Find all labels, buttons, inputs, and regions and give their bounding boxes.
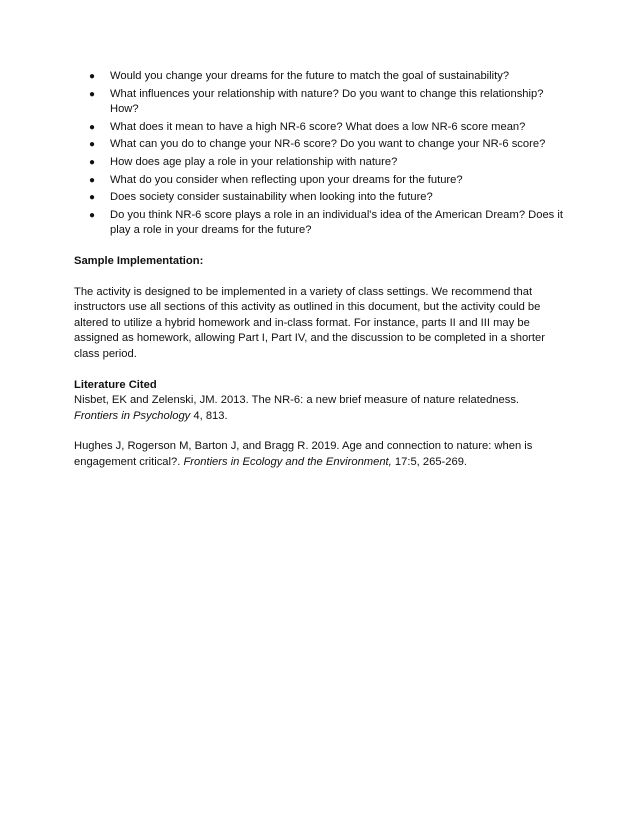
- reference-volume-pages: 17:5, 265-269.: [391, 455, 468, 468]
- reference-journal: Frontiers in Psychology: [74, 409, 191, 422]
- bullet-icon: ●: [89, 139, 96, 151]
- question-text: How does age play a role in your relationship with nature?: [110, 155, 398, 168]
- reference-journal: Frontiers in Ecology and the Environment,: [183, 455, 392, 468]
- reference-authors-title: Nisbet, EK and Zelenski, JM. 2013. The NR-6: a new brief measure of nature relatedness.: [74, 394, 520, 407]
- reference-entry: [74, 439, 564, 470]
- list-item: [74, 155, 564, 171]
- reference-entry: [74, 393, 564, 424]
- reference-volume-pages: 4, 813.: [190, 409, 228, 422]
- list-item: [74, 208, 564, 239]
- sample-implementation-paragraph: The activity is designed to be implemented in a variety of class settings. We recommend that instructors use all sections of this activity as outlined in this document, but the activity could be altered to utilize a hybrid homework and in-class format. For instance, parts II and III may be assigned as homework, allowing Part I, Part IV, and the discussion to be completed in a shorter class period.: [74, 285, 545, 360]
- question-text: What can you do to change your NR-6 score? Do you want to change your NR-6 score?: [110, 138, 546, 151]
- question-text: What do you consider when reflecting upon your dreams for the future?: [110, 173, 463, 186]
- list-item: [74, 120, 564, 136]
- bullet-icon: ●: [89, 71, 96, 82]
- discussion-question-list: [74, 69, 564, 239]
- question-text: Would you change your dreams for the future to match the goal of sustainability?: [110, 70, 510, 82]
- list-item: [74, 173, 564, 189]
- question-text: What does it mean to have a high NR-6 score? What does a low NR-6 score mean?: [110, 120, 526, 133]
- question-text: Do you think NR-6 score plays a role in an individual's idea of the American Dream? Does it play a role in your dreams for the future?: [110, 208, 563, 237]
- question-text: Does society consider sustainability when looking into the future?: [110, 191, 433, 204]
- bullet-icon: ●: [89, 156, 96, 168]
- question-text: What influences your relationship with nature? Do you want to change this relationship? How?: [110, 87, 544, 116]
- bullet-icon: ●: [89, 209, 96, 221]
- list-item: [74, 190, 564, 206]
- list-item: [74, 137, 564, 153]
- bullet-icon: ●: [89, 192, 96, 204]
- reference-authors-title: Hughes J, Rogerson M, Barton J, and Bragg R. 2019. Age and connection to nature: when is engagement critical?.: [74, 440, 533, 468]
- sample-implementation-heading: Sample Implementation:: [74, 254, 204, 267]
- list-item: [74, 87, 564, 118]
- bullet-icon: ●: [89, 121, 96, 133]
- page-content: [74, 69, 564, 470]
- bullet-icon: ●: [89, 174, 96, 186]
- bullet-icon: ●: [89, 88, 96, 100]
- list-item: [74, 69, 564, 85]
- literature-cited-heading: Literature Cited: [74, 378, 157, 391]
